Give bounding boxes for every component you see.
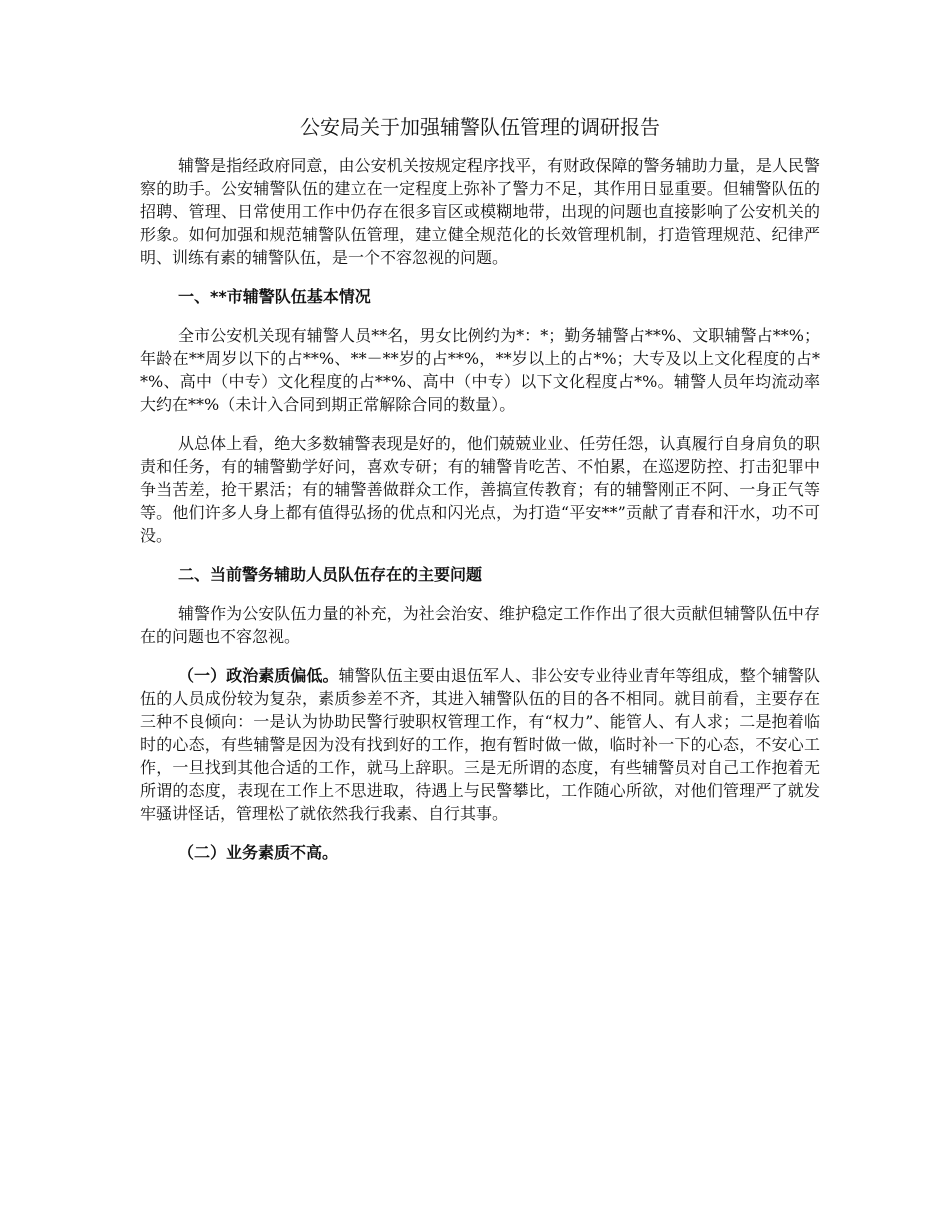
section1-heading: 一、**市辅警队伍基本情况 <box>178 287 371 306</box>
subsection2-heading: （二）业务素质不高。 <box>178 843 339 862</box>
section2-heading: 二、当前警务辅助人员队伍存在的主要问题 <box>178 565 483 584</box>
section1-paragraph-1: 全市公安机关现有辅警人员**名，男女比例约为*：*；勤务辅警占**%、文职辅警占**%；年龄在**周岁以下的占**%、**－**岁的占**%，**岁以上的占*%；大专及以上文化程度的占**%、高中（中专）文化程度的占**%、高中（中专）以下文化程度占*%。辅警人员年均流动率大约在**%（未计入合同到期正常解除合同的数量）。 <box>140 326 820 414</box>
subsection1-lead: （一）政治素质偏低。 <box>178 666 339 685</box>
subsection1-body: 辅警队伍主要由退伍军人、非公安专业待业青年等组成，整个辅警队伍的人员成份较为复杂，素质参差不齐，其进入辅警队伍的目的各不相同。就目前看，主要存在三种不良倾向：一是认为协助民警行驶职权管理工作，有“权力”、能管人、有人求；二是抱着临时的心态，有些辅警是因为没有找到好的工作，抱有暂时做一做，临时补一下的心态，不安心工作，一旦找到其他合适的工作，就马上辞职。三是无所谓的态度，有些辅警员对自己工作抱着无所谓的态度，表现在工作上不思进取，待遇上与民警攀比，工作随心所欲，对他们管理严了就发牢骚讲怪话，管理松了就依然我行我素、自行其事。 <box>140 666 820 823</box>
section2-paragraph-1: 辅警作为公安队伍力量的补充，为社会治安、维护稳定工作作出了很大贡献但辅警队伍中存在的问题也不容忽视。 <box>140 604 820 646</box>
subsection1-paragraph <box>140 664 820 825</box>
intro-paragraph: 辅警是指经政府同意，由公安机关按规定程序找平，有财政保障的警务辅助力量，是人民警察的助手。公安辅警队伍的建立在一定程度上弥补了警力不足，其作用日显重要。但辅警队伍的招聘、管理、日常使用工作中仍存在很多盲区或模糊地带，出现的问题也直接影响了公安机关的形象。如何加强和规范辅警队伍管理，建立健全规范化的长效管理机制，打造管理规范、纪律严明、训练有素的辅警队伍，是一个不容忽视的问题。 <box>140 156 820 267</box>
document-title: 公安局关于加强辅警队伍管理的调研报告 <box>300 115 660 139</box>
section1-paragraph-2: 从总体上看，绝大多数辅警表现是好的，他们兢兢业业、任劳任怨，认真履行自身肩负的职责和任务，有的辅警勤学好问，喜欢专研；有的辅警肯吃苦、不怕累，在巡逻防控、打击犯罪中争当苦差，抢干累活；有的辅警善做群众工作，善搞宣传教育；有的辅警刚正不阿、一身正气等等。他们许多人身上都有值得弘扬的优点和闪光点，为打造“平安**”贡献了青春和汗水，功不可没。 <box>140 434 820 545</box>
document-page <box>140 112 820 880</box>
